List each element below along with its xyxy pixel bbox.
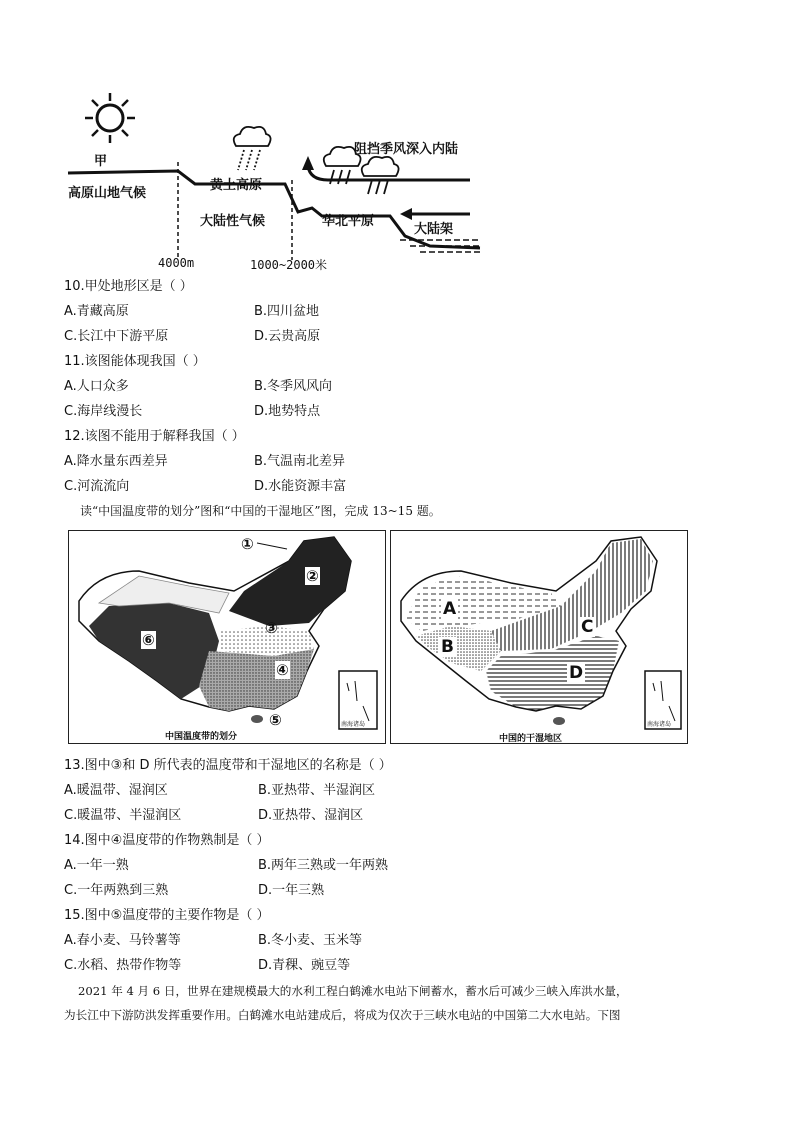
question-13-option-d[interactable]: D.亚热带、湿润区 — [258, 808, 364, 823]
question-14-option-b[interactable]: B.两年三熟或一年两熟 — [258, 858, 389, 873]
dry-wet-region-map — [390, 530, 688, 744]
question-14-stem: 14.图中④温度带的作物熟制是（ ） — [64, 833, 270, 848]
question-11-option-b[interactable]: B.冬季风风向 — [254, 379, 333, 394]
zone-label-6: ⑥ — [142, 631, 155, 649]
question-10-option-a[interactable]: A.青藏高原 — [64, 304, 129, 319]
question-13-stem: 13.图中③和 D 所代表的温度带和干湿地区的名称是（ ） — [64, 758, 392, 773]
label-jia: 甲 — [94, 154, 108, 169]
dry-wet-region-map-svg — [391, 531, 687, 743]
question-12-option-d[interactable]: D.水能资源丰富 — [254, 479, 347, 494]
label-continental-shelf: 大陆架 — [412, 218, 455, 237]
label-loess-plateau: 黄土高原 — [210, 178, 263, 193]
question-11-option-d[interactable]: D.地势特点 — [254, 404, 321, 419]
question-15-stem: 15.图中⑤温度带的主要作物是（ ） — [64, 908, 270, 923]
label-continental-climate: 大陆性气候 — [200, 214, 266, 229]
label-elevation-range: 1000~2000米 — [250, 258, 328, 272]
question-15-option-a[interactable]: A.春小麦、马铃薯等 — [64, 933, 181, 948]
region-label-d: D — [569, 663, 584, 683]
map2-caption: 中国的干湿地区 — [499, 734, 563, 744]
question-12-stem: 12.该图不能用于解释我国（ ） — [64, 429, 245, 444]
sun-icon — [85, 93, 135, 143]
question-15-option-c[interactable]: C.水稻、热带作物等 — [64, 958, 182, 973]
map1-inset-label: 南海诸岛 — [341, 721, 366, 728]
question-10-option-b[interactable]: B.四川盆地 — [254, 304, 320, 319]
question-13-option-a[interactable]: A.暖温带、湿润区 — [64, 783, 168, 798]
question-11-option-a[interactable]: A.人口众多 — [64, 379, 129, 394]
region-label-a: A — [443, 599, 457, 619]
question-15-option-d[interactable]: D.青稞、豌豆等 — [258, 958, 351, 973]
question-12-option-b[interactable]: B.气温南北差异 — [254, 454, 346, 469]
question-15-option-b[interactable]: B.冬小麦、玉米等 — [258, 933, 363, 948]
question-12-option-c[interactable]: C.河流流向 — [64, 479, 130, 494]
label-north-china-plain: 华北平原 — [322, 214, 375, 229]
question-11-stem: 11.该图能体现我国（ ） — [64, 354, 206, 369]
zone-label-1: ① — [241, 535, 254, 553]
zone-label-4: ④ — [276, 661, 289, 679]
question-10-option-d[interactable]: D.云贵高原 — [254, 329, 321, 344]
passage-line-1: 2021 年 4 月 6 日，世界在建规模最大的水利工程白鹤滩水电站下闸蓄水，蓄水后可减少三峡入库洪水量， — [78, 984, 628, 998]
question-14-option-c[interactable]: C.一年两熟到三熟 — [64, 883, 169, 898]
zone-label-2: ② — [306, 567, 319, 585]
question-14-option-a[interactable]: A.一年一熟 — [64, 858, 129, 873]
map1-caption: 中国温度带的划分 — [165, 732, 238, 742]
cloud-icon — [362, 157, 399, 194]
question-14-option-d[interactable]: D.一年三熟 — [258, 883, 325, 898]
region-label-b: B — [441, 637, 454, 657]
region-label-c: C — [581, 617, 594, 637]
question-13-option-c[interactable]: C.暖温带、半湿润区 — [64, 808, 182, 823]
question-10-option-c[interactable]: C.长江中下游平原 — [64, 329, 169, 344]
question-13-option-b[interactable]: B.亚热带、半湿润区 — [258, 783, 376, 798]
label-plateau-climate: 高原山地气候 — [68, 186, 147, 201]
terrain-profile-svg — [60, 88, 490, 273]
zone-label-3: ③ — [265, 619, 278, 637]
intro-13-15: 读“中国温度带的划分”图和“中国的干湿地区”图，完成 13~15 题。 — [80, 504, 441, 518]
map2-inset-label: 南海诸岛 — [647, 721, 672, 728]
temperature-zone-map-svg — [69, 531, 385, 743]
question-11-option-c[interactable]: C.海岸线漫长 — [64, 404, 143, 419]
question-12-option-a[interactable]: A.降水量东西差异 — [64, 454, 168, 469]
temperature-zone-map — [68, 530, 386, 744]
label-4000m: 4000m — [158, 256, 195, 270]
label-block-monsoon: 阻挡季风深入内陆 — [354, 142, 459, 157]
zone-label-5: ⑤ — [269, 711, 282, 729]
terrain-diagram — [60, 88, 490, 273]
passage-line-2: 为长江中下游防洪发挥重要作用。白鹤滩水电站建成后，将成为仅次于三峡水电站的中国第二大水电站。下图 — [64, 1008, 621, 1022]
question-10-stem: 10.甲处地形区是（ ） — [64, 279, 193, 294]
cloud-icon — [234, 127, 271, 170]
